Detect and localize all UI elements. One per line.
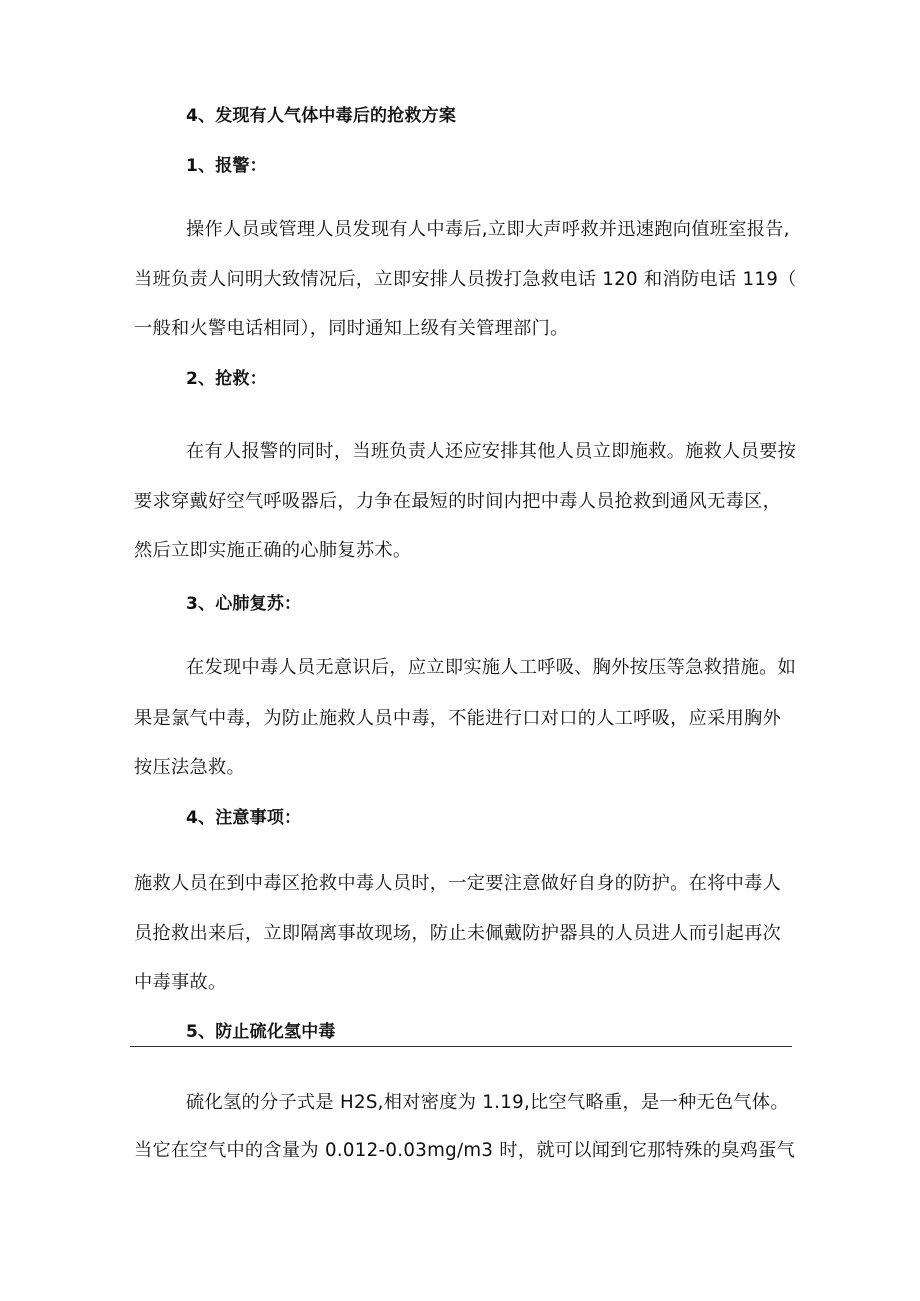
heading-cpr: 3、心肺复苏： bbox=[186, 594, 302, 614]
alarm-paragraph-line: 操作人员或管理人员发现有人中毒后,立即大声呼救并迅速跑向值班室报告, bbox=[186, 219, 790, 240]
alarm-paragraph-line: 一般和火警电话相同），同时通知上级有关管理部门。 bbox=[134, 318, 569, 339]
rescue-paragraph-line: 在有人报警的同时，当班负责人还应安排其他人员立即施救。施救人员要按 bbox=[186, 441, 797, 462]
heading-alarm: 1、报警： bbox=[186, 156, 267, 176]
h2s-paragraph-line: 硫化氢的分子式是 H2S,相对密度为 1.19,比空气略重，是一种无色气体。 bbox=[186, 1092, 789, 1113]
cpr-paragraph-line: 按压法急救。 bbox=[134, 757, 245, 778]
heading-precautions: 4、注意事项： bbox=[186, 808, 302, 828]
heading-rescue: 2、抢救： bbox=[186, 369, 267, 389]
heading-h2s-prevention: 5、防止硫化氢中毒 bbox=[186, 1022, 336, 1042]
precautions-paragraph-line: 施救人员在到中毒区抢救中毒人员时，一定要注意做好自身的防护。在将中毒人 bbox=[134, 873, 782, 894]
rescue-paragraph-line: 要求穿戴好空气呼吸器后，力争在最短的时间内把中毒人员抢救到通风无毒区， bbox=[134, 491, 782, 512]
alarm-paragraph-line: 当班负责人问明大致情况后，立即安排人员拨打急救电话 120 和消防电话 119（ bbox=[134, 269, 797, 290]
cpr-paragraph-line: 果是氯气中毒，为防止施救人员中毒，不能进行口对口的人工呼吸，应采用胸外 bbox=[134, 708, 782, 729]
rescue-paragraph-line: 然后立即实施正确的心肺复苏术。 bbox=[134, 540, 412, 561]
precautions-paragraph-line: 中毒事故。 bbox=[134, 972, 227, 993]
precautions-paragraph-line: 员抢救出来后，立即隔离事故现场，防止未佩戴防护器具的人员进人而引起再次 bbox=[134, 923, 782, 944]
h2s-paragraph-line: 当它在空气中的含量为 0.012-0.03mg∕m3 时，就可以闻到它那特殊的臭鸡蛋气 bbox=[134, 1140, 796, 1161]
cpr-paragraph-line: 在发现中毒人员无意识后，应立即实施人工呼吸、胸外按压等急救措施。如 bbox=[186, 657, 797, 678]
heading-rescue-plan: 4、发现有人气体中毒后的抢救方案 bbox=[186, 106, 457, 126]
section-divider bbox=[130, 1046, 792, 1047]
